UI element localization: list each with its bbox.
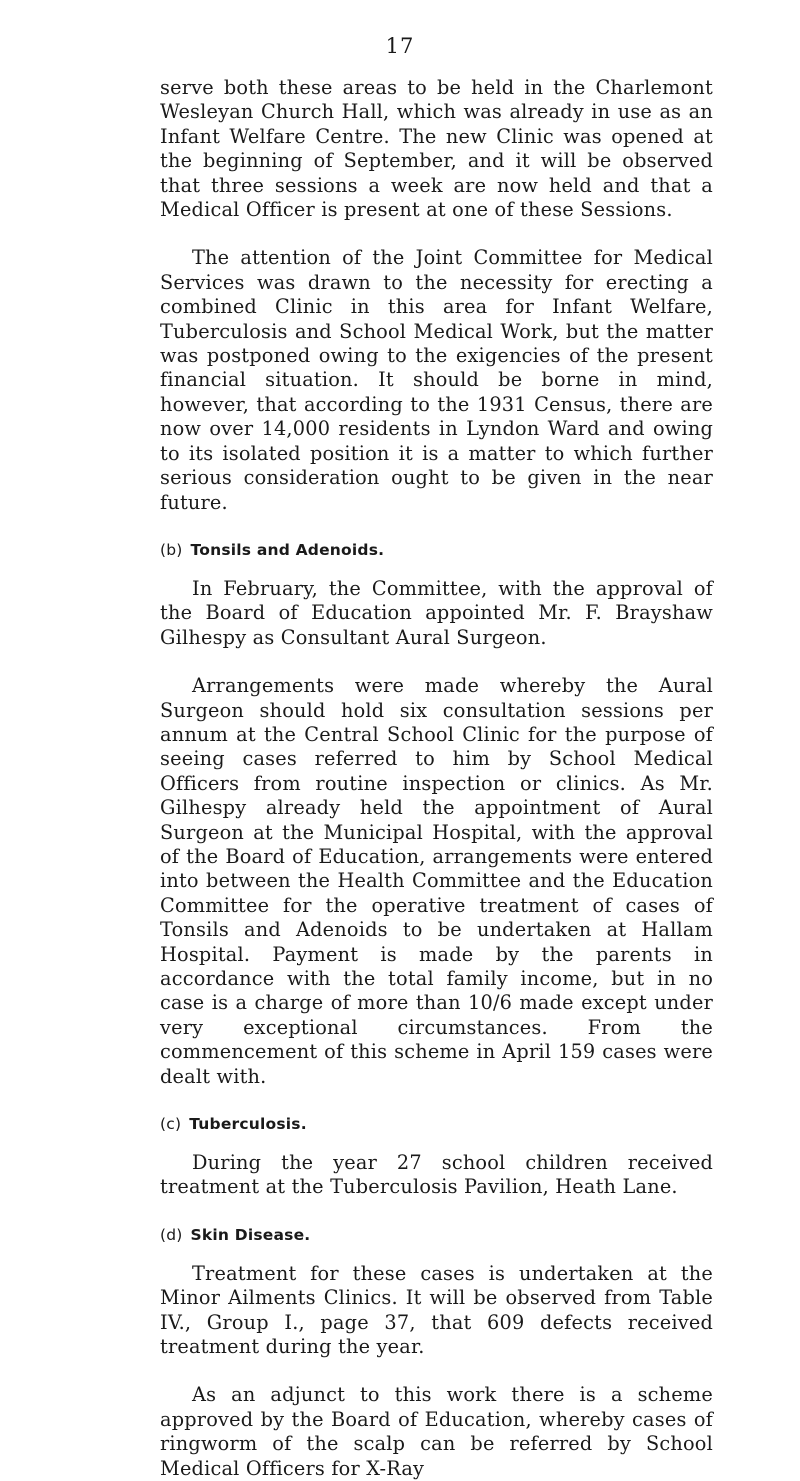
section-heading-skin-disease xyxy=(160,1224,713,1246)
section-label: (d) xyxy=(160,1225,183,1244)
page-number: 17 xyxy=(385,34,415,58)
section-title: Skin Disease. xyxy=(190,1225,311,1244)
section-label: (b) xyxy=(160,540,183,559)
section-label: (c) xyxy=(160,1115,182,1134)
section-title: Tuberculosis. xyxy=(189,1115,307,1134)
paragraph-minor-ailments: Treatment for these cases is undertaken at the Minor Ailments Clinics. It will be observed from Table IV., Group I., page 37, that 609 defects received treatment during the year. xyxy=(160,1261,713,1359)
section-heading-tonsils xyxy=(160,539,713,561)
paragraph-ringworm: As an adjunct to this work there is a scheme approved by the Board of Education, whereby cases of ringworm of the scalp can be referred by School Medical Officers for X-Ray xyxy=(160,1383,713,1480)
section-heading-tuberculosis xyxy=(160,1113,713,1135)
paragraph-combined-clinic: The attention of the Joint Committee for Medical Services was drawn to the necessity for erecting a combined Clinic in this area for Infant Welfare, Tuberculosis and School Medical Work, but the matter was postponed owing to the exigencies of the present financial situation. It should be borne in mind, however, that according to the 1931 Census, there are now over 14,000 residents in Lyndon Ward and owing to its isolated position it is a matter to which further serious consideration ought to be given in the near future. xyxy=(160,246,713,514)
document-body xyxy=(160,76,713,1481)
paragraph-tuberculosis: During the year 27 school children received treatment at the Tuberculosis Pavilion, Heath Lane. xyxy=(160,1151,713,1199)
paragraph-aural-surgeon: In February, the Committee, with the approval of the Board of Education appointed Mr. F. Brayshaw Gilhespy as Consultant Aural Surgeon. xyxy=(160,576,713,649)
paragraph-clinic-opening: serve both these areas to be held in the Charlemont Wesleyan Church Hall, which was already in use as an Infant Welfare Centre. The new Clinic was opened at the beginning of September, and it will be observed that three sessions a week are now held and that a Medical Officer is present at one of these Sessions. xyxy=(160,76,713,222)
section-title: Tonsils and Adenoids. xyxy=(190,540,385,559)
paragraph-arrangements: Arrangements were made whereby the Aural Surgeon should hold six consultation sessions per annum at the Central School Clinic for the purpose of seeing cases referred to him by School Medical Officers from routine inspection or clinics. As Mr. Gilhespy already held the appointment of Aural Surgeon at the Municipal Hospital, with the approval of the Board of Education, arrangements were entered into between the Health Committee and the Education Committee for the operative treatment of cases of Tonsils and Adenoids to be undertaken at Hallam Hospital. Payment is made by the parents in accordance with the total family income, but in no case is a charge of more than 10/6 made except under very exceptional circumstances. From the commencement of this scheme in April 159 cases were dealt with. xyxy=(160,674,713,1088)
